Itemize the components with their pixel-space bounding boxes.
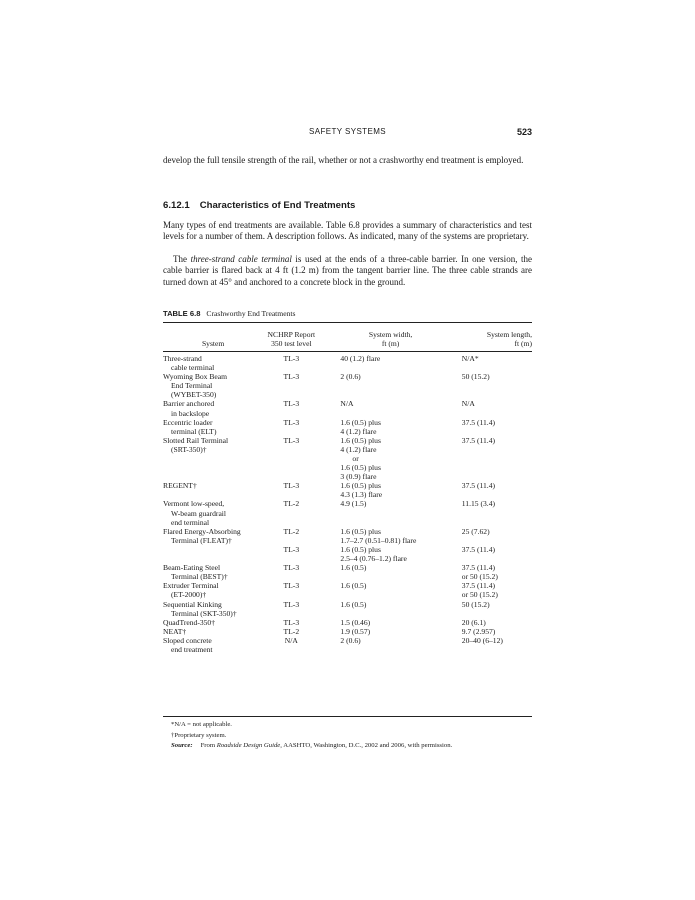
table-label: TABLE 6.8 [163, 309, 201, 318]
cell-line: NCHRP Report [267, 330, 316, 339]
cell-line: REGENT† [163, 481, 197, 491]
cell-line: TL-3 [283, 481, 300, 491]
cell-width [319, 354, 461, 372]
cell-line: (SRT-350)† [171, 444, 207, 454]
cell-system [163, 499, 263, 526]
cell-test-level [263, 627, 319, 636]
cell-system [163, 581, 263, 599]
cell-line: in backslope [171, 408, 210, 418]
cell-line: 4.3 (1.3) flare [340, 490, 383, 500]
cell-system [163, 399, 263, 417]
cell-line: 4.9 (1.5) [340, 499, 367, 509]
cell-width [319, 481, 461, 499]
cell-width [319, 627, 461, 636]
table-caption [163, 309, 295, 318]
cell-system [163, 618, 263, 627]
cell-length [462, 372, 532, 399]
source-title: Roadside Design Guide, [216, 742, 282, 749]
cell-line: 2 (0.6) [340, 372, 361, 382]
cell-line: W-beam guardrail [171, 508, 227, 518]
table-top-rule [163, 322, 532, 323]
cell-line: TL-3 [283, 435, 300, 445]
cell-line: end terminal [171, 517, 210, 527]
table-row [163, 618, 532, 627]
cell-line: 20 (6.1) [461, 617, 486, 627]
cell-line: ft (m) [381, 339, 400, 349]
cell-width [319, 636, 461, 654]
cell-line: 37.5 (11.4) [461, 563, 496, 573]
table-row [163, 581, 532, 599]
cell-system [163, 600, 263, 618]
cell-length [462, 354, 532, 372]
cell-line: Three-strand [163, 353, 202, 363]
table-row [163, 481, 532, 499]
cell-line: Terminal (FLEAT)† [171, 535, 232, 545]
cell-line: 1.6 (0.5) plus [340, 463, 381, 473]
cell-line: Eccentric loader [163, 417, 213, 427]
cell-line: TL-3 [283, 581, 300, 591]
cell-line: QuadTrend-350† [163, 617, 216, 627]
cell-width [319, 418, 461, 436]
paragraph-2-rest: is used at the ends of a three-cable barrier. In one version, the cable barrier is flared back at 4 ft (1.2 m) from the tangent barrier line. The three cable strands are turned down at 45° and anchored to a concrete block in the ground. [163, 254, 532, 287]
cell-line: 4 (1.2) flare [340, 444, 377, 454]
section-number: 6.12.1 [163, 200, 190, 211]
cell-line: 37.5 (11.4) [461, 435, 496, 445]
cell-line: 9.7 (2.957) [461, 626, 496, 636]
cell-line: 11.15 (3.4) [461, 499, 496, 509]
cell-length [462, 627, 532, 636]
header-system [163, 330, 263, 351]
cell-system [163, 563, 263, 581]
cell-line: 50 (15.2) [461, 599, 490, 609]
table-row [163, 600, 532, 618]
header-test-level [263, 330, 319, 351]
section-paragraph-2 [163, 254, 532, 288]
cell-system [163, 627, 263, 636]
table-row [163, 399, 532, 417]
source-label: Source: [171, 742, 193, 749]
cell-line: System length, [486, 330, 532, 339]
cell-line: TL-3 [283, 563, 300, 573]
cell-line: Wyoming Box Beam [163, 372, 228, 382]
cell-line: TL-3 [283, 599, 300, 609]
cell-line: terminal (ELT) [171, 426, 217, 436]
cell-line: Extruder Terminal [163, 581, 219, 591]
cell-test-level [263, 418, 319, 436]
cell-line: 37.5 (11.4) [461, 417, 496, 427]
section-heading [163, 200, 355, 211]
cell-line: N/A* [461, 353, 479, 363]
cell-line: Sloped concrete [163, 635, 212, 645]
cell-width [319, 563, 461, 581]
cell-length [462, 563, 532, 581]
cell-test-level [263, 436, 319, 481]
cell-line: 1.6 (0.5) plus [340, 417, 381, 427]
footnote-proprietary: †Proprietary system. [171, 731, 227, 739]
table-row [163, 527, 532, 545]
cell-line: (ET-2000)† [171, 590, 207, 600]
cell-system [163, 354, 263, 372]
cell-width [319, 399, 461, 417]
cell-length [462, 418, 532, 436]
cell-line: 2.5–4 (0.76–1.2) flare [340, 554, 407, 564]
cell-line: 1.6 (0.5) plus [340, 526, 381, 536]
table-footnotes [163, 720, 452, 752]
cell-line: 40 (1.2) flare [340, 353, 381, 363]
cell-system [163, 418, 263, 436]
cell-line: 1.6 (0.5) [340, 581, 367, 591]
cell-test-level [263, 563, 319, 581]
cell-length [462, 527, 532, 545]
cell-line: Barrier anchored [163, 399, 215, 409]
cell-line: 25 (7.62) [461, 526, 490, 536]
cell-test-level [263, 527, 319, 545]
cell-line: 350 test level [271, 339, 312, 349]
cell-line: TL-3 [283, 372, 300, 382]
cell-line: (WYBET-350) [171, 390, 217, 400]
cell-line: 1.6 (0.5) [340, 599, 367, 609]
cell-length [462, 545, 532, 563]
cell-test-level [263, 545, 319, 563]
cell-length [462, 636, 532, 654]
cell-line: 1.9 (0.57) [340, 626, 371, 636]
source-prefix: From [200, 742, 217, 749]
table-row [163, 563, 532, 581]
cell-system [163, 636, 263, 654]
cell-test-level [263, 499, 319, 526]
cell-line: System width, [368, 330, 413, 339]
cell-line: 37.5 (11.4) [461, 581, 496, 591]
cell-system [163, 481, 263, 499]
cell-test-level [263, 481, 319, 499]
cell-line: 1.5 (0.46) [340, 617, 371, 627]
cell-line: or 50 (15.2) [461, 590, 498, 600]
cell-width [319, 527, 461, 545]
cell-width [319, 581, 461, 599]
cell-line: Sequential Kinking [163, 599, 222, 609]
table-row [163, 636, 532, 654]
cell-line: 37.5 (11.4) [461, 544, 496, 554]
cell-length [462, 581, 532, 599]
cell-line: 1.7–2.7 (0.51–0.81) flare [340, 535, 417, 545]
cell-line: Terminal (BEST)† [171, 572, 228, 582]
cell-line: System [201, 339, 225, 349]
table-body [163, 354, 532, 654]
cell-line: N/A [340, 399, 354, 409]
header-width [319, 330, 461, 351]
cell-width [319, 436, 461, 481]
cell-test-level [263, 354, 319, 372]
cell-line: TL-3 [283, 544, 300, 554]
running-title: SAFETY SYSTEMS [308, 127, 387, 136]
cell-line: cable terminal [171, 363, 215, 373]
cell-line: N/A [461, 399, 475, 409]
cell-line: 20–40 (6–12) [461, 635, 503, 645]
cell-line: Terminal (SKT-350)† [171, 608, 237, 618]
cell-line: or 50 (15.2) [461, 572, 498, 582]
cell-test-level [263, 399, 319, 417]
cell-length [462, 499, 532, 526]
header-length [462, 330, 532, 351]
intro-paragraph: develop the full tensile strength of the rail, whether or not a crashworthy end treatment is employed. [163, 155, 524, 165]
cell-line: TL-3 [283, 399, 300, 409]
table-caption-text: Crashworthy End Treatments [206, 309, 296, 318]
cell-length [462, 399, 532, 417]
cell-width [319, 618, 461, 627]
table-row [163, 436, 532, 481]
cell-width [319, 499, 461, 526]
cell-system [163, 372, 263, 399]
cell-line: 37.5 (11.4) [461, 481, 496, 491]
end-treatments-table [163, 330, 532, 654]
table-bottom-rule [163, 716, 532, 717]
cell-test-level [263, 618, 319, 627]
cell-test-level [263, 636, 319, 654]
cell-line: Beam-Eating Steel [163, 563, 221, 573]
cell-line: or [352, 454, 359, 464]
cell-system [163, 527, 263, 545]
cell-line: NEAT† [163, 626, 187, 636]
paragraph-2-term: three-strand cable terminal [190, 254, 292, 264]
page-number: 523 [516, 127, 532, 137]
cell-line: TL-3 [283, 617, 300, 627]
cell-length [462, 481, 532, 499]
section-paragraph-1: Many types of end treatments are available. Table 6.8 provides a summary of characteristics and test levels for a number of them. A description follows. As indicated, many of the systems are proprietary. [163, 220, 532, 242]
footnote-na: *N/A = not applicable. [171, 721, 232, 728]
table-row [163, 545, 532, 563]
cell-line: End Terminal [171, 381, 213, 391]
cell-line: 1.6 (0.5) plus [340, 481, 381, 491]
footnote-source [163, 741, 452, 752]
cell-line: end treatment [171, 644, 213, 654]
cell-line: N/A [284, 635, 298, 645]
cell-test-level [263, 600, 319, 618]
table-row [163, 372, 532, 399]
running-header [163, 127, 532, 139]
source-rest: AASHTO, Washington, D.C., 2002 and 2006, with permission. [281, 742, 453, 749]
cell-width [319, 372, 461, 399]
table-header-row [163, 330, 532, 351]
cell-line: TL-2 [283, 499, 300, 509]
cell-test-level [263, 372, 319, 399]
section-title: Characteristics of End Treatments [199, 200, 356, 211]
cell-line: ft (m) [514, 339, 532, 349]
cell-line: Flared Energy-Absorbing [163, 526, 241, 536]
cell-system [163, 436, 263, 481]
cell-line: Vermont low-speed, [163, 499, 225, 509]
table-row [163, 418, 532, 436]
cell-line: TL-3 [283, 417, 300, 427]
table-row [163, 499, 532, 526]
cell-line: 50 (15.2) [461, 372, 490, 382]
cell-line: TL-3 [283, 353, 300, 363]
cell-line: Slotted Rail Terminal [163, 435, 229, 445]
cell-line: TL-2 [283, 626, 300, 636]
cell-width [319, 600, 461, 618]
cell-line: 2 (0.6) [340, 635, 361, 645]
cell-line: 1.6 (0.5) plus [340, 435, 381, 445]
table-row [163, 627, 532, 636]
cell-line: 1.6 (0.5) [340, 563, 367, 573]
cell-line: 1.6 (0.5) plus [340, 544, 381, 554]
table-row [163, 354, 532, 372]
cell-line: TL-2 [283, 526, 300, 536]
cell-line: 4 (1.2) flare [340, 426, 377, 436]
cell-line: 3 (0.9) flare [340, 472, 377, 482]
cell-length [462, 618, 532, 627]
cell-length [462, 600, 532, 618]
cell-test-level [263, 581, 319, 599]
cell-system [163, 545, 263, 563]
cell-length [462, 436, 532, 481]
paragraph-2-prefix: The [173, 254, 191, 264]
cell-width [319, 545, 461, 563]
